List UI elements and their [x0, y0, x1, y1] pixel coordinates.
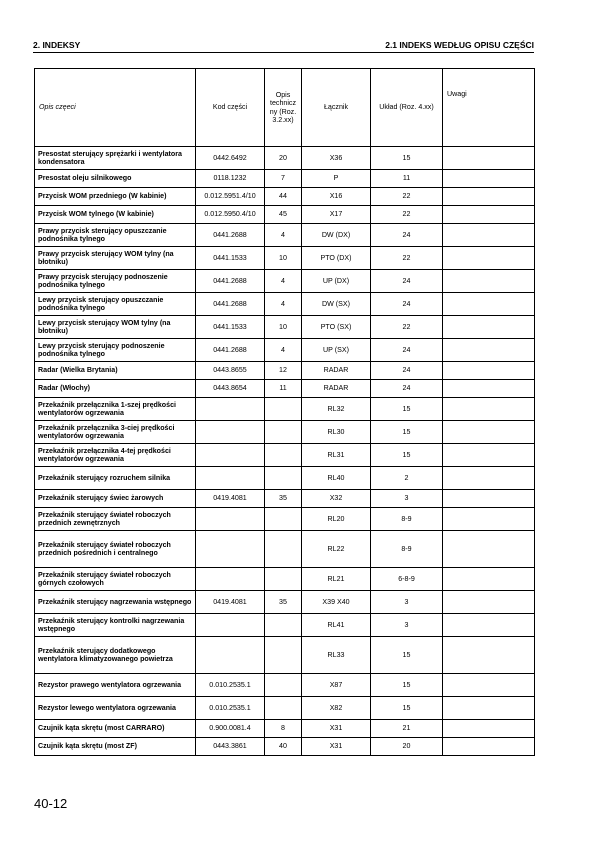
- cell-tech-desc: 44: [265, 188, 302, 206]
- cell-part-code: 0441.1533: [196, 247, 265, 270]
- cell-description: Przekaźnik sterujący nagrzewania wstępnego: [35, 591, 196, 614]
- cell-part-code: 0443.8655: [196, 362, 265, 380]
- cell-part-code: 0.010.2535.1: [196, 674, 265, 697]
- cell-part-code: [196, 637, 265, 674]
- cell-notes: [443, 147, 535, 170]
- cell-notes: [443, 362, 535, 380]
- table-row: [35, 637, 535, 674]
- cell-description: Przekaźnik sterujący rozruchem silnika: [35, 467, 196, 490]
- cell-connector: UP (SX): [302, 339, 371, 362]
- cell-layout: 24: [371, 339, 443, 362]
- cell-notes: [443, 490, 535, 508]
- cell-part-code: [196, 421, 265, 444]
- cell-tech-desc: [265, 614, 302, 637]
- cell-description: Przekaźnik sterujący świec żarowych: [35, 490, 196, 508]
- cell-part-code: 0441.2688: [196, 293, 265, 316]
- cell-part-code: 0118.1232: [196, 170, 265, 188]
- column-header-layout: Układ (Roz. 4.xx): [371, 69, 443, 147]
- cell-layout: 24: [371, 293, 443, 316]
- cell-description: Przekaźnik przełącznika 4-tej prędkości wentylatorów ogrzewania: [35, 444, 196, 467]
- cell-part-code: 0441.2688: [196, 224, 265, 247]
- cell-layout: 3: [371, 614, 443, 637]
- cell-notes: [443, 247, 535, 270]
- cell-connector: X39 X40: [302, 591, 371, 614]
- table-row: [35, 270, 535, 293]
- cell-description: Przekaźnik sterujący świateł roboczych górnych czołowych: [35, 568, 196, 591]
- cell-part-code: 0443.3861: [196, 738, 265, 756]
- cell-notes: [443, 697, 535, 720]
- cell-connector: RL22: [302, 531, 371, 568]
- cell-description: Czujnik kąta skrętu (most CARRARO): [35, 720, 196, 738]
- table-row: [35, 224, 535, 247]
- table-row: [35, 247, 535, 270]
- cell-description: Przekaźnik sterujący świateł roboczych przednich zewnętrznych: [35, 508, 196, 531]
- cell-layout: 22: [371, 188, 443, 206]
- cell-tech-desc: 12: [265, 362, 302, 380]
- cell-notes: [443, 380, 535, 398]
- page-number: 40-12: [34, 796, 68, 811]
- cell-part-code: 0.012.5950.4/10: [196, 206, 265, 224]
- cell-connector: PTO (SX): [302, 316, 371, 339]
- cell-notes: [443, 444, 535, 467]
- cell-tech-desc: 11: [265, 380, 302, 398]
- cell-connector: RL40: [302, 467, 371, 490]
- table-row: [35, 362, 535, 380]
- cell-description: Prawy przycisk sterujący opuszczanie podnośnika tylnego: [35, 224, 196, 247]
- cell-part-code: 0419.4081: [196, 490, 265, 508]
- cell-tech-desc: 35: [265, 490, 302, 508]
- section-title-left: 2. INDEKSY: [33, 40, 81, 50]
- cell-description: Przycisk WOM tylnego (W kabinie): [35, 206, 196, 224]
- cell-connector: RADAR: [302, 362, 371, 380]
- cell-notes: [443, 270, 535, 293]
- cell-part-code: 0.010.2535.1: [196, 697, 265, 720]
- cell-description: Rezystor lewego wentylatora ogrzewania: [35, 697, 196, 720]
- cell-layout: 3: [371, 591, 443, 614]
- cell-notes: [443, 614, 535, 637]
- cell-tech-desc: [265, 697, 302, 720]
- column-header-part-code: Kod części: [196, 69, 265, 147]
- table-row: [35, 380, 535, 398]
- cell-layout: 11: [371, 170, 443, 188]
- cell-part-code: 0443.8654: [196, 380, 265, 398]
- cell-description: Przycisk WOM przedniego (W kabinie): [35, 188, 196, 206]
- cell-notes: [443, 316, 535, 339]
- cell-notes: [443, 720, 535, 738]
- cell-description: Przekaźnik sterujący dodatkowego wentylatora klimatyzowanego powietrza: [35, 637, 196, 674]
- cell-description: Lewy przycisk sterujący opuszczanie podnośnika tylnego: [35, 293, 196, 316]
- table-row: [35, 467, 535, 490]
- cell-part-code: [196, 444, 265, 467]
- cell-part-code: 0441.2688: [196, 339, 265, 362]
- cell-part-code: 0442.6492: [196, 147, 265, 170]
- cell-tech-desc: 4: [265, 293, 302, 316]
- cell-layout: 22: [371, 247, 443, 270]
- cell-part-code: [196, 568, 265, 591]
- cell-layout: 8-9: [371, 508, 443, 531]
- cell-connector: X31: [302, 720, 371, 738]
- cell-notes: [443, 339, 535, 362]
- cell-description: Przekaźnik sterujący kontrolki nagrzewania wstępnego: [35, 614, 196, 637]
- cell-tech-desc: [265, 508, 302, 531]
- cell-connector: UP (DX): [302, 270, 371, 293]
- cell-connector: RL30: [302, 421, 371, 444]
- cell-notes: [443, 224, 535, 247]
- cell-tech-desc: 40: [265, 738, 302, 756]
- parts-index-table: [34, 68, 535, 756]
- cell-tech-desc: [265, 568, 302, 591]
- cell-part-code: [196, 508, 265, 531]
- cell-layout: 22: [371, 316, 443, 339]
- cell-part-code: 0.012.5951.4/10: [196, 188, 265, 206]
- table-row: [35, 316, 535, 339]
- cell-description: Lewy przycisk sterujący podnoszenie podnośnika tylnego: [35, 339, 196, 362]
- cell-notes: [443, 421, 535, 444]
- cell-notes: [443, 738, 535, 756]
- cell-part-code: 0441.1533: [196, 316, 265, 339]
- cell-connector: X32: [302, 490, 371, 508]
- cell-tech-desc: [265, 531, 302, 568]
- cell-layout: 15: [371, 697, 443, 720]
- cell-layout: 15: [371, 398, 443, 421]
- cell-part-code: [196, 398, 265, 421]
- table-row: [35, 170, 535, 188]
- cell-tech-desc: 4: [265, 270, 302, 293]
- cell-notes: [443, 170, 535, 188]
- cell-layout: 24: [371, 380, 443, 398]
- cell-description: Radar (Włochy): [35, 380, 196, 398]
- cell-part-code: [196, 467, 265, 490]
- cell-part-code: [196, 614, 265, 637]
- cell-layout: 24: [371, 270, 443, 293]
- cell-description: Przekaźnik sterujący świateł roboczych przednich pośrednich i centralnego: [35, 531, 196, 568]
- table-row: [35, 614, 535, 637]
- cell-connector: RL33: [302, 637, 371, 674]
- cell-description: Presostat sterujący sprężarki i wentylatora kondensatora: [35, 147, 196, 170]
- cell-tech-desc: 8: [265, 720, 302, 738]
- cell-connector: RL31: [302, 444, 371, 467]
- cell-notes: [443, 398, 535, 421]
- cell-connector: X31: [302, 738, 371, 756]
- table-header-row: [35, 69, 535, 147]
- cell-layout: 21: [371, 720, 443, 738]
- cell-connector: RL41: [302, 614, 371, 637]
- table-row: [35, 147, 535, 170]
- cell-tech-desc: 10: [265, 247, 302, 270]
- cell-connector: X87: [302, 674, 371, 697]
- table-row: [35, 697, 535, 720]
- cell-layout: 24: [371, 362, 443, 380]
- cell-tech-desc: 7: [265, 170, 302, 188]
- cell-layout: 20: [371, 738, 443, 756]
- table-row: [35, 206, 535, 224]
- header-rule: [33, 52, 534, 53]
- cell-description: Radar (Wielka Brytania): [35, 362, 196, 380]
- cell-tech-desc: 4: [265, 224, 302, 247]
- column-header-connector: Łącznik: [302, 69, 371, 147]
- cell-layout: 15: [371, 674, 443, 697]
- cell-description: Przekaźnik przełącznika 1-szej prędkości wentylatorów ogrzewania: [35, 398, 196, 421]
- cell-tech-desc: [265, 674, 302, 697]
- cell-part-code: 0441.2688: [196, 270, 265, 293]
- cell-layout: 2: [371, 467, 443, 490]
- column-header-tech-desc: Opis technicz ny (Roz. 3.2.xx): [265, 69, 302, 147]
- cell-notes: [443, 591, 535, 614]
- cell-part-code: [196, 531, 265, 568]
- cell-tech-desc: [265, 421, 302, 444]
- cell-layout: 3: [371, 490, 443, 508]
- cell-layout: 15: [371, 637, 443, 674]
- cell-description: Przekaźnik przełącznika 3-ciej prędkości wentylatorów ogrzewania: [35, 421, 196, 444]
- cell-tech-desc: [265, 637, 302, 674]
- cell-tech-desc: 10: [265, 316, 302, 339]
- table-row: [35, 293, 535, 316]
- cell-layout: 24: [371, 224, 443, 247]
- cell-connector: RADAR: [302, 380, 371, 398]
- cell-tech-desc: [265, 398, 302, 421]
- section-title-right: 2.1 INDEKS WEDŁUG OPISU CZĘŚCI: [385, 40, 534, 50]
- cell-notes: [443, 531, 535, 568]
- cell-part-code: 0.900.0081.4: [196, 720, 265, 738]
- table-row: [35, 674, 535, 697]
- cell-description: Presostat oleju silnikowego: [35, 170, 196, 188]
- cell-description: Lewy przycisk sterujący WOM tylny (na błotniku): [35, 316, 196, 339]
- cell-notes: [443, 293, 535, 316]
- cell-tech-desc: 4: [265, 339, 302, 362]
- cell-connector: X36: [302, 147, 371, 170]
- table-body: [35, 147, 535, 756]
- table-row: [35, 720, 535, 738]
- cell-tech-desc: [265, 467, 302, 490]
- cell-layout: 15: [371, 444, 443, 467]
- table-row: [35, 444, 535, 467]
- cell-connector: PTO (DX): [302, 247, 371, 270]
- cell-connector: RL32: [302, 398, 371, 421]
- cell-description: Prawy przycisk sterujący podnoszenie podnośnika tylnego: [35, 270, 196, 293]
- table-row: [35, 531, 535, 568]
- cell-connector: DW (SX): [302, 293, 371, 316]
- table-row: [35, 568, 535, 591]
- cell-layout: 8-9: [371, 531, 443, 568]
- cell-notes: [443, 568, 535, 591]
- cell-description: Czujnik kąta skrętu (most ZF): [35, 738, 196, 756]
- cell-tech-desc: 20: [265, 147, 302, 170]
- table-row: [35, 398, 535, 421]
- cell-tech-desc: 45: [265, 206, 302, 224]
- cell-description: Prawy przycisk sterujący WOM tylny (na błotniku): [35, 247, 196, 270]
- cell-layout: 15: [371, 147, 443, 170]
- cell-connector: RL21: [302, 568, 371, 591]
- cell-connector: P: [302, 170, 371, 188]
- cell-layout: 22: [371, 206, 443, 224]
- cell-tech-desc: 35: [265, 591, 302, 614]
- cell-notes: [443, 467, 535, 490]
- cell-notes: [443, 206, 535, 224]
- cell-notes: [443, 188, 535, 206]
- cell-connector: X82: [302, 697, 371, 720]
- cell-connector: DW (DX): [302, 224, 371, 247]
- table-row: [35, 339, 535, 362]
- table-row: [35, 591, 535, 614]
- cell-description: Rezystor prawego wentylatora ogrzewania: [35, 674, 196, 697]
- cell-part-code: 0419.4081: [196, 591, 265, 614]
- cell-tech-desc: [265, 444, 302, 467]
- column-header-notes: Uwagi: [443, 69, 535, 147]
- table-row: [35, 738, 535, 756]
- table-row: [35, 490, 535, 508]
- cell-notes: [443, 508, 535, 531]
- cell-layout: 6-8-9: [371, 568, 443, 591]
- table-row: [35, 188, 535, 206]
- cell-notes: [443, 674, 535, 697]
- column-header-description: Opis częeci: [35, 69, 196, 147]
- cell-connector: X16: [302, 188, 371, 206]
- cell-layout: 15: [371, 421, 443, 444]
- table-row: [35, 421, 535, 444]
- cell-connector: X17: [302, 206, 371, 224]
- table-row: [35, 508, 535, 531]
- cell-notes: [443, 637, 535, 674]
- cell-connector: RL20: [302, 508, 371, 531]
